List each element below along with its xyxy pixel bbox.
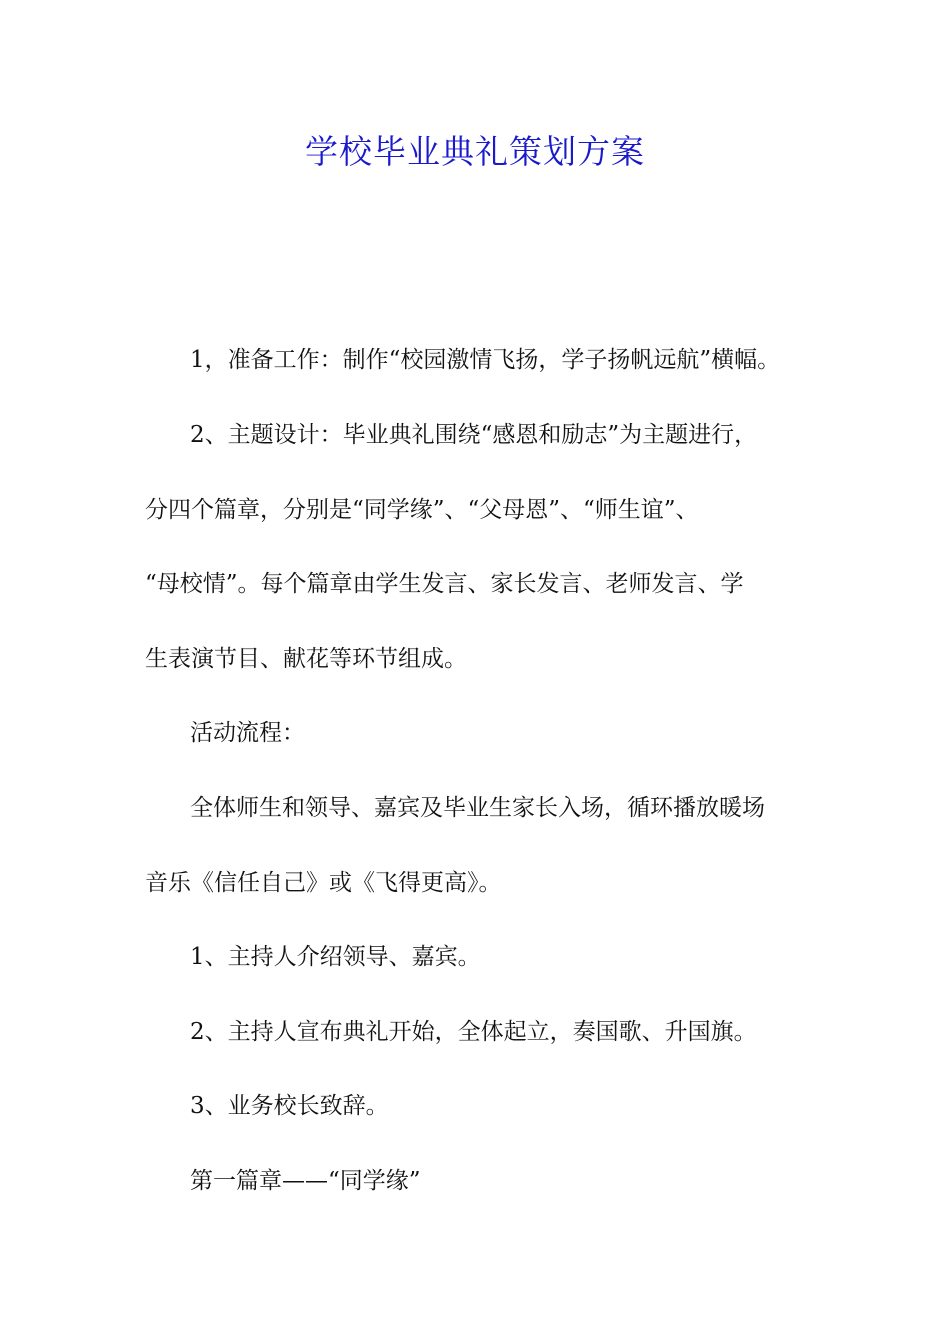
list-item: 2、主持人宣布典礼开始，全体起立，奏国歌、升国旗。 [190, 1019, 757, 1045]
list-item: 3、业务校长致辞。 [190, 1093, 389, 1119]
paragraph-line: 分四个篇章，分别是“同学缘”、“父母恩”、“师生谊”、 [145, 497, 699, 523]
paragraph-line: 音乐《信任自己》或《飞得更高》。 [145, 870, 502, 896]
paragraph-line: 全体师生和领导、嘉宾及毕业生家长入场，循环播放暖场 [190, 795, 765, 821]
paragraph-line: 2、主题设计：毕业典礼围绕“感恩和励志”为主题进行， [190, 422, 758, 448]
document-title: 学校毕业典礼策划方案 [305, 132, 645, 171]
list-item: 1、主持人介绍领导、嘉宾。 [190, 944, 481, 970]
paragraph-line: 生表演节目、献花等环节组成。 [145, 646, 467, 672]
paragraph-line: “母校情”。每个篇章由学生发言、家长发言、老师发言、学 [145, 571, 744, 597]
paragraph-line: 1，准备工作：制作“校园激情飞扬，学子扬帆远航”横幅。 [190, 347, 781, 373]
section-heading: 活动流程： [190, 720, 305, 746]
chapter-heading: 第一篇章——“同学缘” [190, 1168, 421, 1194]
